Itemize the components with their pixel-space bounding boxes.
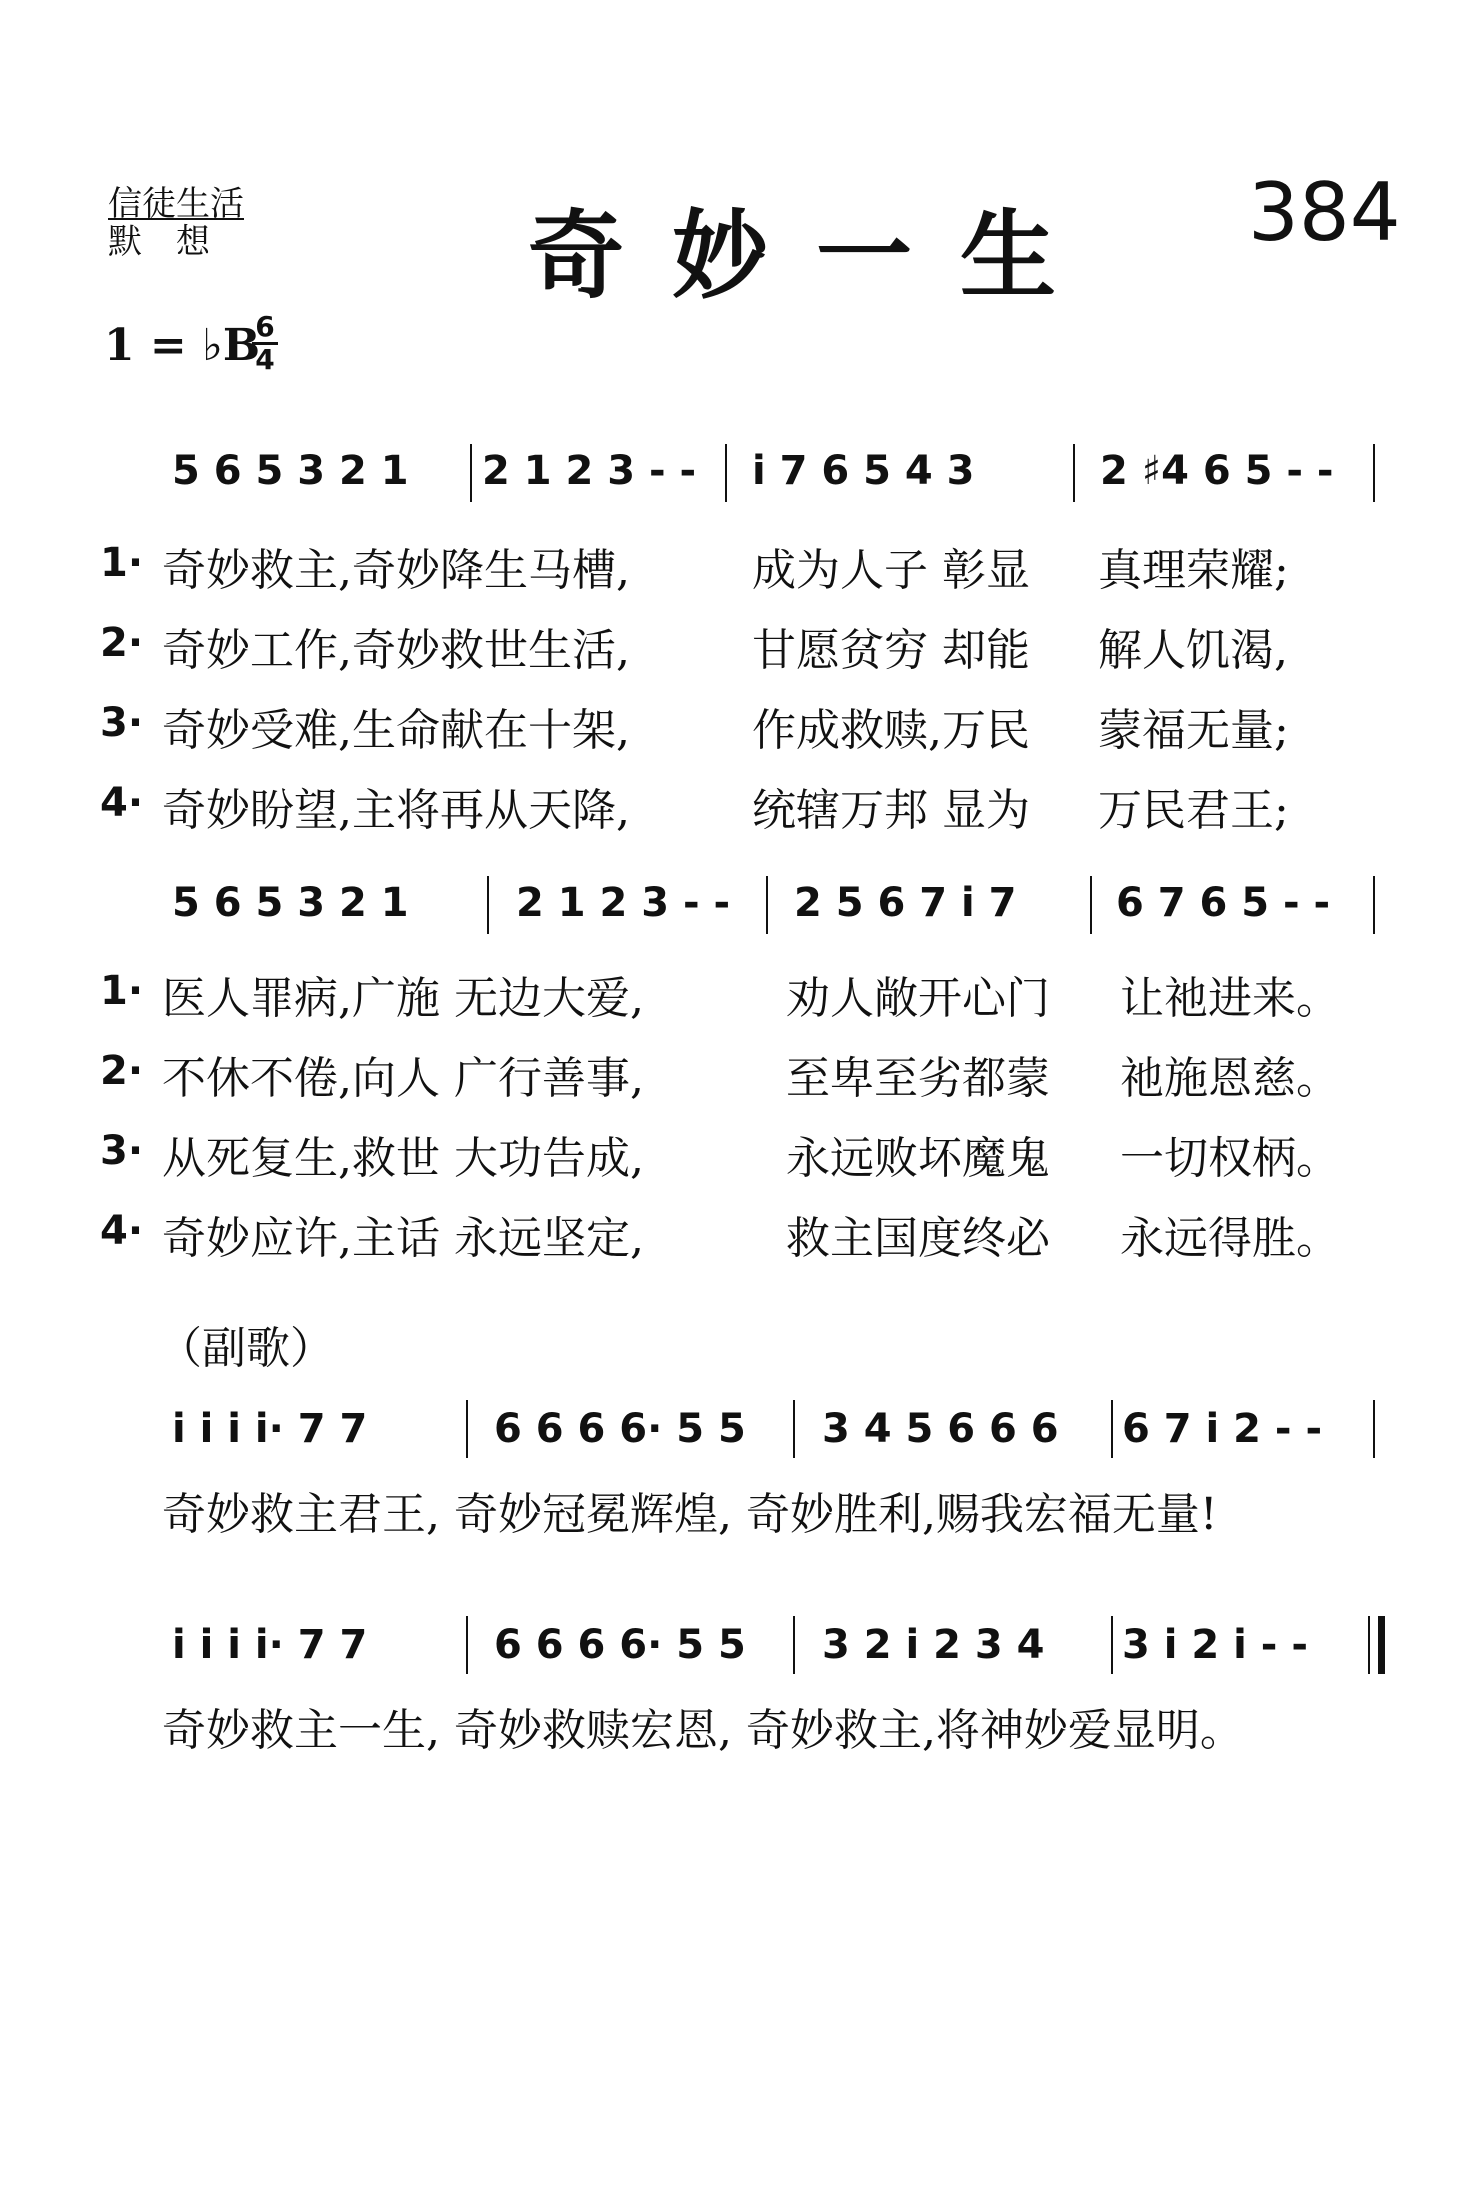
barline bbox=[793, 1616, 795, 1674]
barline bbox=[1373, 444, 1375, 502]
lyric-line: 劝人敞开心门 bbox=[786, 973, 1050, 1024]
lyric-line: 真理荣耀; bbox=[1098, 545, 1289, 596]
measure: 6 7 6 5 - - bbox=[1116, 880, 1331, 926]
time-signature-top: 6 bbox=[255, 310, 275, 343]
measure: 3 2 i 2 3 4 bbox=[822, 1622, 1045, 1668]
barline bbox=[1368, 1616, 1370, 1674]
measure: 5 6 5 3 2 1 bbox=[172, 448, 409, 494]
lyric-line: 永远败坏魔鬼 bbox=[786, 1133, 1050, 1184]
barline bbox=[466, 1616, 468, 1674]
barline bbox=[766, 876, 768, 934]
measure: 3 i 2 i - - bbox=[1122, 1622, 1308, 1668]
barline bbox=[1090, 876, 1092, 934]
lyric-line: 让祂进来。 bbox=[1120, 973, 1340, 1024]
barline bbox=[1073, 444, 1075, 502]
measure: 2 1 2 3 - - bbox=[482, 448, 697, 494]
lyric-line: 从死复生,救世 大功告成, bbox=[162, 1133, 644, 1184]
lyric-line: 成为人子 彰显 bbox=[752, 545, 1030, 596]
subcategory-label: 默 想 bbox=[108, 222, 210, 262]
verse-number: 3· bbox=[100, 1128, 144, 1174]
barline bbox=[793, 1400, 795, 1458]
barline bbox=[470, 444, 472, 502]
lyric-line: 奇妙应许,主话 永远坚定, bbox=[162, 1213, 644, 1264]
lyric-line: 奇妙工作,奇妙救世生活, bbox=[162, 625, 630, 676]
lyric-line: 甘愿贫穷 却能 bbox=[752, 625, 1030, 676]
measure: 2 1 2 3 - - bbox=[516, 880, 731, 926]
lyric-line: 蒙福无量; bbox=[1098, 705, 1289, 756]
lyric-line: 解人饥渴, bbox=[1098, 625, 1288, 676]
lyric-line: 奇妙救主君王, 奇妙冠冕辉煌, 奇妙胜利,赐我宏福无量! bbox=[162, 1489, 1218, 1540]
measure: 3 4 5 6 6 6 bbox=[822, 1406, 1059, 1452]
final-barline bbox=[1378, 1616, 1385, 1674]
barline bbox=[1373, 876, 1375, 934]
verse-number: 2· bbox=[100, 620, 144, 666]
measure: i i i i· 7 7 bbox=[172, 1622, 368, 1668]
lyric-line: 作成救赎,万民 bbox=[752, 705, 1030, 756]
lyric-line: 救主国度终必 bbox=[786, 1213, 1050, 1264]
lyric-line: 奇妙受难,生命献在十架, bbox=[162, 705, 630, 756]
hymn-number: 384 bbox=[1248, 166, 1401, 259]
verse-number: 4· bbox=[100, 1208, 144, 1254]
lyric-line: 奇妙救主一生, 奇妙救赎宏恩, 奇妙救主,将神妙爱显明。 bbox=[162, 1705, 1244, 1756]
verse-number: 4· bbox=[100, 780, 144, 826]
lyric-line: 一切权柄。 bbox=[1120, 1133, 1340, 1184]
lyric-line: 奇妙救主,奇妙降生马槽, bbox=[162, 545, 630, 596]
barline bbox=[487, 876, 489, 934]
lyric-line: 奇妙盼望,主将再从天降, bbox=[162, 785, 630, 836]
measure: 2 ♯4 6 5 - - bbox=[1100, 448, 1334, 494]
barline bbox=[725, 444, 727, 502]
measure: i i i i· 7 7 bbox=[172, 1406, 368, 1452]
category-label: 信徒生活 bbox=[108, 184, 244, 224]
lyric-line: 祂施恩慈。 bbox=[1120, 1053, 1340, 1104]
lyric-line: 至卑至劣都蒙 bbox=[786, 1053, 1050, 1104]
verse-number: 1· bbox=[100, 540, 144, 586]
measure: 6 6 6 6· 5 5 bbox=[494, 1406, 746, 1452]
barline bbox=[1373, 1400, 1375, 1458]
measure: 5 6 5 3 2 1 bbox=[172, 880, 409, 926]
measure: 6 7 i 2 - - bbox=[1122, 1406, 1323, 1452]
time-signature bbox=[250, 312, 280, 375]
lyric-line: 不休不倦,向人 广行善事, bbox=[162, 1053, 644, 1104]
chorus-label: （副歌） bbox=[158, 1323, 334, 1374]
hymn-title: 奇妙一生 bbox=[528, 199, 1104, 312]
lyric-line: 医人罪病,广施 无边大爱, bbox=[162, 973, 644, 1024]
barline bbox=[1111, 1400, 1113, 1458]
measure: 2 5 6 7 i 7 bbox=[794, 880, 1017, 926]
lyric-line: 万民君王; bbox=[1098, 785, 1289, 836]
time-signature-bottom: 4 bbox=[255, 343, 275, 376]
measure: i 7 6 5 4 3 bbox=[752, 448, 975, 494]
verse-number: 1· bbox=[100, 968, 144, 1014]
lyric-line: 统辖万邦 显为 bbox=[752, 785, 1030, 836]
verse-number: 2· bbox=[100, 1048, 144, 1094]
verse-number: 3· bbox=[100, 700, 144, 746]
barline bbox=[466, 1400, 468, 1458]
measure: 6 6 6 6· 5 5 bbox=[494, 1622, 746, 1668]
barline bbox=[1111, 1616, 1113, 1674]
key-signature: 1 = ♭B bbox=[104, 320, 261, 371]
lyric-line: 永远得胜。 bbox=[1120, 1213, 1340, 1264]
